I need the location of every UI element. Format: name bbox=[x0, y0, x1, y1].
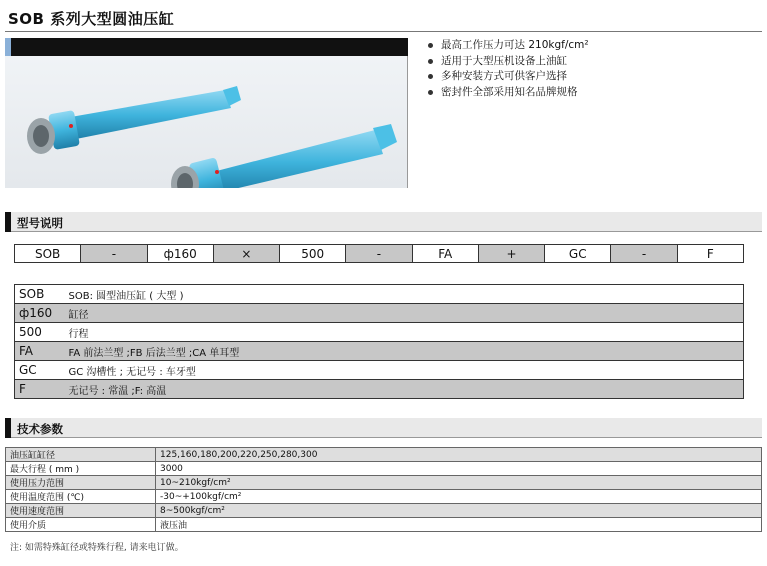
cylinder-back bbox=[27, 86, 241, 154]
code-cell: - bbox=[81, 245, 147, 262]
code-cell: GC bbox=[545, 245, 611, 262]
code-cell: 500 bbox=[280, 245, 346, 262]
hydraulic-cylinder-illustration bbox=[5, 56, 408, 188]
page-title: SOB 系列大型圆油压缸 bbox=[8, 10, 175, 28]
spec-table bbox=[5, 447, 762, 532]
bullet-icon bbox=[428, 43, 433, 48]
table-row: 使用温度范围 (℃) -30~+100kgf/cm² bbox=[6, 490, 762, 504]
table-row: F 无记号 : 常温 ;F: 高温 bbox=[15, 380, 744, 399]
code-cell: FA bbox=[413, 245, 479, 262]
bullet-icon bbox=[428, 74, 433, 79]
title-divider bbox=[5, 31, 762, 32]
feature-item: 多种安装方式可供客户选择 bbox=[428, 69, 589, 85]
bullet-icon bbox=[428, 90, 433, 95]
table-row: 使用速度范围 8~500kgf/cm² bbox=[6, 504, 762, 518]
cylinder-front bbox=[171, 124, 397, 188]
product-hero bbox=[5, 38, 408, 188]
code-cell: + bbox=[479, 245, 545, 262]
code-cell: SOB bbox=[15, 245, 81, 262]
code-cell: × bbox=[214, 245, 280, 262]
footnote: 注: 如需特殊缸径或特殊行程, 请来电订做。 bbox=[10, 543, 184, 553]
feature-item: 最高工作压力可达 210kgf/cm² bbox=[428, 38, 589, 54]
table-row: ф160 缸径 bbox=[15, 304, 744, 323]
section-model-header: 型号说明 bbox=[5, 212, 762, 232]
hero-bar bbox=[5, 38, 408, 56]
feature-item: 密封件全部采用知名品牌规格 bbox=[428, 85, 589, 101]
table-row: GC GC 沟槽性 ; 无记号 : 车牙型 bbox=[15, 361, 744, 380]
table-row: FA FA 前法兰型 ;FB 后法兰型 ;CA 单耳型 bbox=[15, 342, 744, 361]
table-row: SOB SOB: 圆型油压缸 ( 大型 ) bbox=[15, 285, 744, 304]
feature-list bbox=[428, 38, 589, 100]
code-cell: F bbox=[706, 246, 714, 261]
product-image bbox=[5, 56, 408, 188]
code-cell: - bbox=[346, 245, 412, 262]
bullet-icon bbox=[428, 59, 433, 64]
feature-item: 适用于大型压机设备上油缸 bbox=[428, 54, 589, 70]
code-cell: ф160 bbox=[148, 245, 214, 262]
table-row: 500 行程 bbox=[15, 323, 744, 342]
table-row: 使用介质 液压油 bbox=[6, 518, 762, 532]
model-definition-table bbox=[14, 284, 744, 399]
section-spec-header: 技术参数 bbox=[5, 418, 762, 438]
model-code-bar bbox=[14, 244, 744, 263]
table-row: 使用压力范围 10~210kgf/cm² bbox=[6, 476, 762, 490]
table-row: 油压缸缸径 125,160,180,200,220,250,280,300 bbox=[6, 448, 762, 462]
code-cell: - bbox=[611, 245, 677, 262]
table-row: 最大行程 ( mm ) 3000 bbox=[6, 462, 762, 476]
